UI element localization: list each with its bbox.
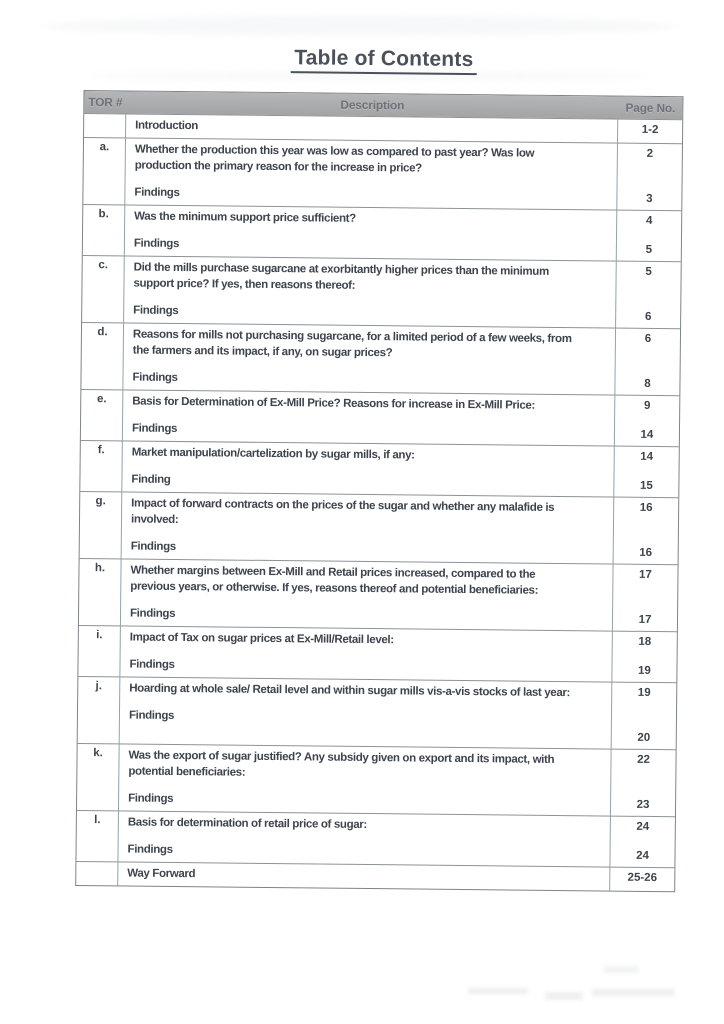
table-row-l: [76, 810, 675, 867]
description-text: Impact of forward contracts on the prices of the sugar and whether any malafide is involved:: [130, 497, 555, 527]
description-cell: [119, 744, 612, 815]
page-cell: [615, 329, 680, 396]
description-text: Basis for Determination of Ex-Mill Price? Reasons for increase in Ex-Mill Price:: [132, 395, 536, 412]
tor-cell: k.: [77, 744, 120, 810]
findings-page: 5: [645, 243, 653, 256]
tor-cell: [76, 862, 118, 885]
page-cell: [615, 396, 680, 447]
description-cell: [123, 323, 616, 394]
table-row-e: [81, 389, 680, 446]
description-cell: [120, 677, 613, 748]
findings-page: 15: [639, 479, 653, 492]
col-header-page: Page No.: [625, 100, 676, 116]
page-cell: [616, 262, 681, 329]
description-cell: [124, 256, 617, 327]
col-header-tor: TOR #: [88, 95, 123, 110]
scan-smudge: [468, 988, 528, 994]
table-row-b: [83, 204, 682, 261]
description-cell: [123, 390, 615, 445]
description-text: Was the minimum support price sufficient?: [134, 210, 356, 225]
description-text: Basis for determination of retail price of sugar:: [127, 816, 368, 832]
description-page: 16: [639, 501, 653, 514]
tor-cell: h.: [79, 559, 122, 625]
table-row-h: [79, 558, 678, 631]
findings-page: 17: [638, 613, 652, 626]
table-row-d: [81, 322, 680, 395]
description-page: 14: [640, 450, 654, 463]
description-text: Hoarding at whole sale/ Retail level and within sugar mills vis-a-vis stocks of last year:: [129, 682, 571, 700]
description-page: 5: [645, 265, 652, 278]
description-page: 2: [646, 147, 654, 160]
description-text: Was the export of sugar justified? Any subsidy given on export and its impact, with potential beneficiaries:: [128, 749, 555, 779]
findings-page: 16: [639, 546, 653, 559]
document-page: [75, 44, 684, 892]
page-cell: [618, 120, 682, 144]
col-header-description: Description: [340, 97, 405, 113]
description-page: 4: [645, 214, 653, 227]
tor-cell: d.: [81, 323, 124, 389]
description-text: Whether the production this year was low as compared to past year? Was low production the primary reason for the increase in price?: [134, 143, 535, 175]
table-row-g: [80, 491, 679, 564]
findings-page: 3: [646, 192, 653, 205]
toc-table: [75, 90, 683, 892]
findings-label: Findings: [130, 540, 176, 553]
page-cell: [610, 817, 675, 868]
page-title: Table of Contents: [291, 46, 476, 75]
description-text: Way Forward: [127, 867, 196, 881]
description-page: 6: [644, 332, 652, 345]
findings-page: 6: [644, 310, 652, 323]
scan-smudge: [592, 989, 674, 996]
description-cell: [118, 811, 610, 866]
findings-page: 23: [636, 798, 650, 811]
description-page: 19: [637, 686, 651, 699]
findings-label: Findings: [131, 422, 178, 435]
table-row-j: [78, 676, 677, 749]
findings-page: 8: [644, 377, 651, 390]
description-cell: [125, 205, 617, 260]
page-cell: [610, 868, 674, 892]
tor-cell: b.: [83, 205, 126, 255]
table-row-k: [77, 743, 676, 816]
title-wrap: [84, 44, 684, 77]
description-page: 22: [637, 753, 650, 766]
findings-page: 20: [637, 731, 651, 744]
findings-label: Finding: [131, 473, 171, 486]
description-text: Impact of Tax on sugar prices at Ex-Mill/Retail level:: [129, 631, 394, 647]
description-cell: [122, 441, 614, 496]
scan-smudge: [545, 992, 583, 1000]
findings-label: Findings: [129, 658, 175, 671]
findings-label: Findings: [128, 709, 175, 722]
description-page: 1-2: [641, 123, 659, 137]
tor-cell: e.: [81, 390, 124, 440]
description-page: 18: [638, 635, 652, 648]
description-cell: [120, 626, 612, 681]
scan-streak: [45, 16, 675, 36]
description-cell: [118, 862, 610, 890]
findings-label: Findings: [133, 304, 179, 318]
tor-cell: [84, 114, 126, 137]
description-page: 25-26: [627, 871, 658, 885]
tor-cell: g.: [80, 492, 123, 558]
findings-label: Findings: [132, 371, 178, 384]
description-page: 24: [636, 820, 650, 833]
description-text: Market manipulation/cartelization by sugar mills, if any:: [131, 446, 415, 462]
table-row-a: [83, 137, 682, 210]
findings-page: 24: [636, 849, 649, 862]
description-text: Did the mills purchase sugarcane at exorbitantly higher prices than the minimum support price? If yes, then reasons thereof:: [133, 261, 549, 292]
description-cell: [122, 492, 615, 563]
page-cell: [617, 211, 682, 262]
page-cell: [612, 632, 677, 683]
description-cell: [121, 559, 614, 630]
description-text: Introduction: [135, 119, 199, 133]
page-cell: [613, 565, 678, 632]
description-page: 17: [639, 568, 652, 581]
page-cell: [614, 498, 679, 565]
page-cell: [612, 683, 677, 750]
findings-label: Findings: [129, 607, 176, 620]
page-cell: [614, 447, 679, 498]
description-cell: [125, 138, 618, 209]
tor-cell: i.: [78, 626, 121, 676]
tor-cell: a.: [83, 138, 126, 204]
table-row-i: [78, 625, 677, 682]
page-cell: [617, 144, 682, 211]
tor-cell: l.: [76, 811, 119, 861]
scan-smudge: [604, 966, 638, 973]
description-text: Whether margins between Ex-Mill and Retail prices increased, compared to the previous years, or otherwise. If yes, reasons thereof and potential beneficiaries:: [130, 564, 539, 597]
findings-label: Findings: [133, 237, 180, 251]
findings-label: Findings: [134, 186, 180, 200]
tor-cell: f.: [80, 441, 123, 491]
table-row-c: [82, 255, 681, 328]
findings-page: 14: [640, 428, 654, 441]
description-page: 9: [643, 399, 651, 412]
findings-page: 19: [637, 664, 651, 677]
page-cell: [611, 750, 676, 817]
description-text: Reasons for mills not purchasing sugarcane, for a limited period of a few weeks, from the farmers and its impact, if any, on sugar prices?: [132, 328, 572, 360]
findings-label: Findings: [128, 792, 174, 805]
tor-cell: j.: [78, 677, 121, 743]
findings-label: Findings: [127, 843, 173, 856]
tor-cell: c.: [82, 256, 125, 322]
table-row-f: [80, 440, 679, 497]
